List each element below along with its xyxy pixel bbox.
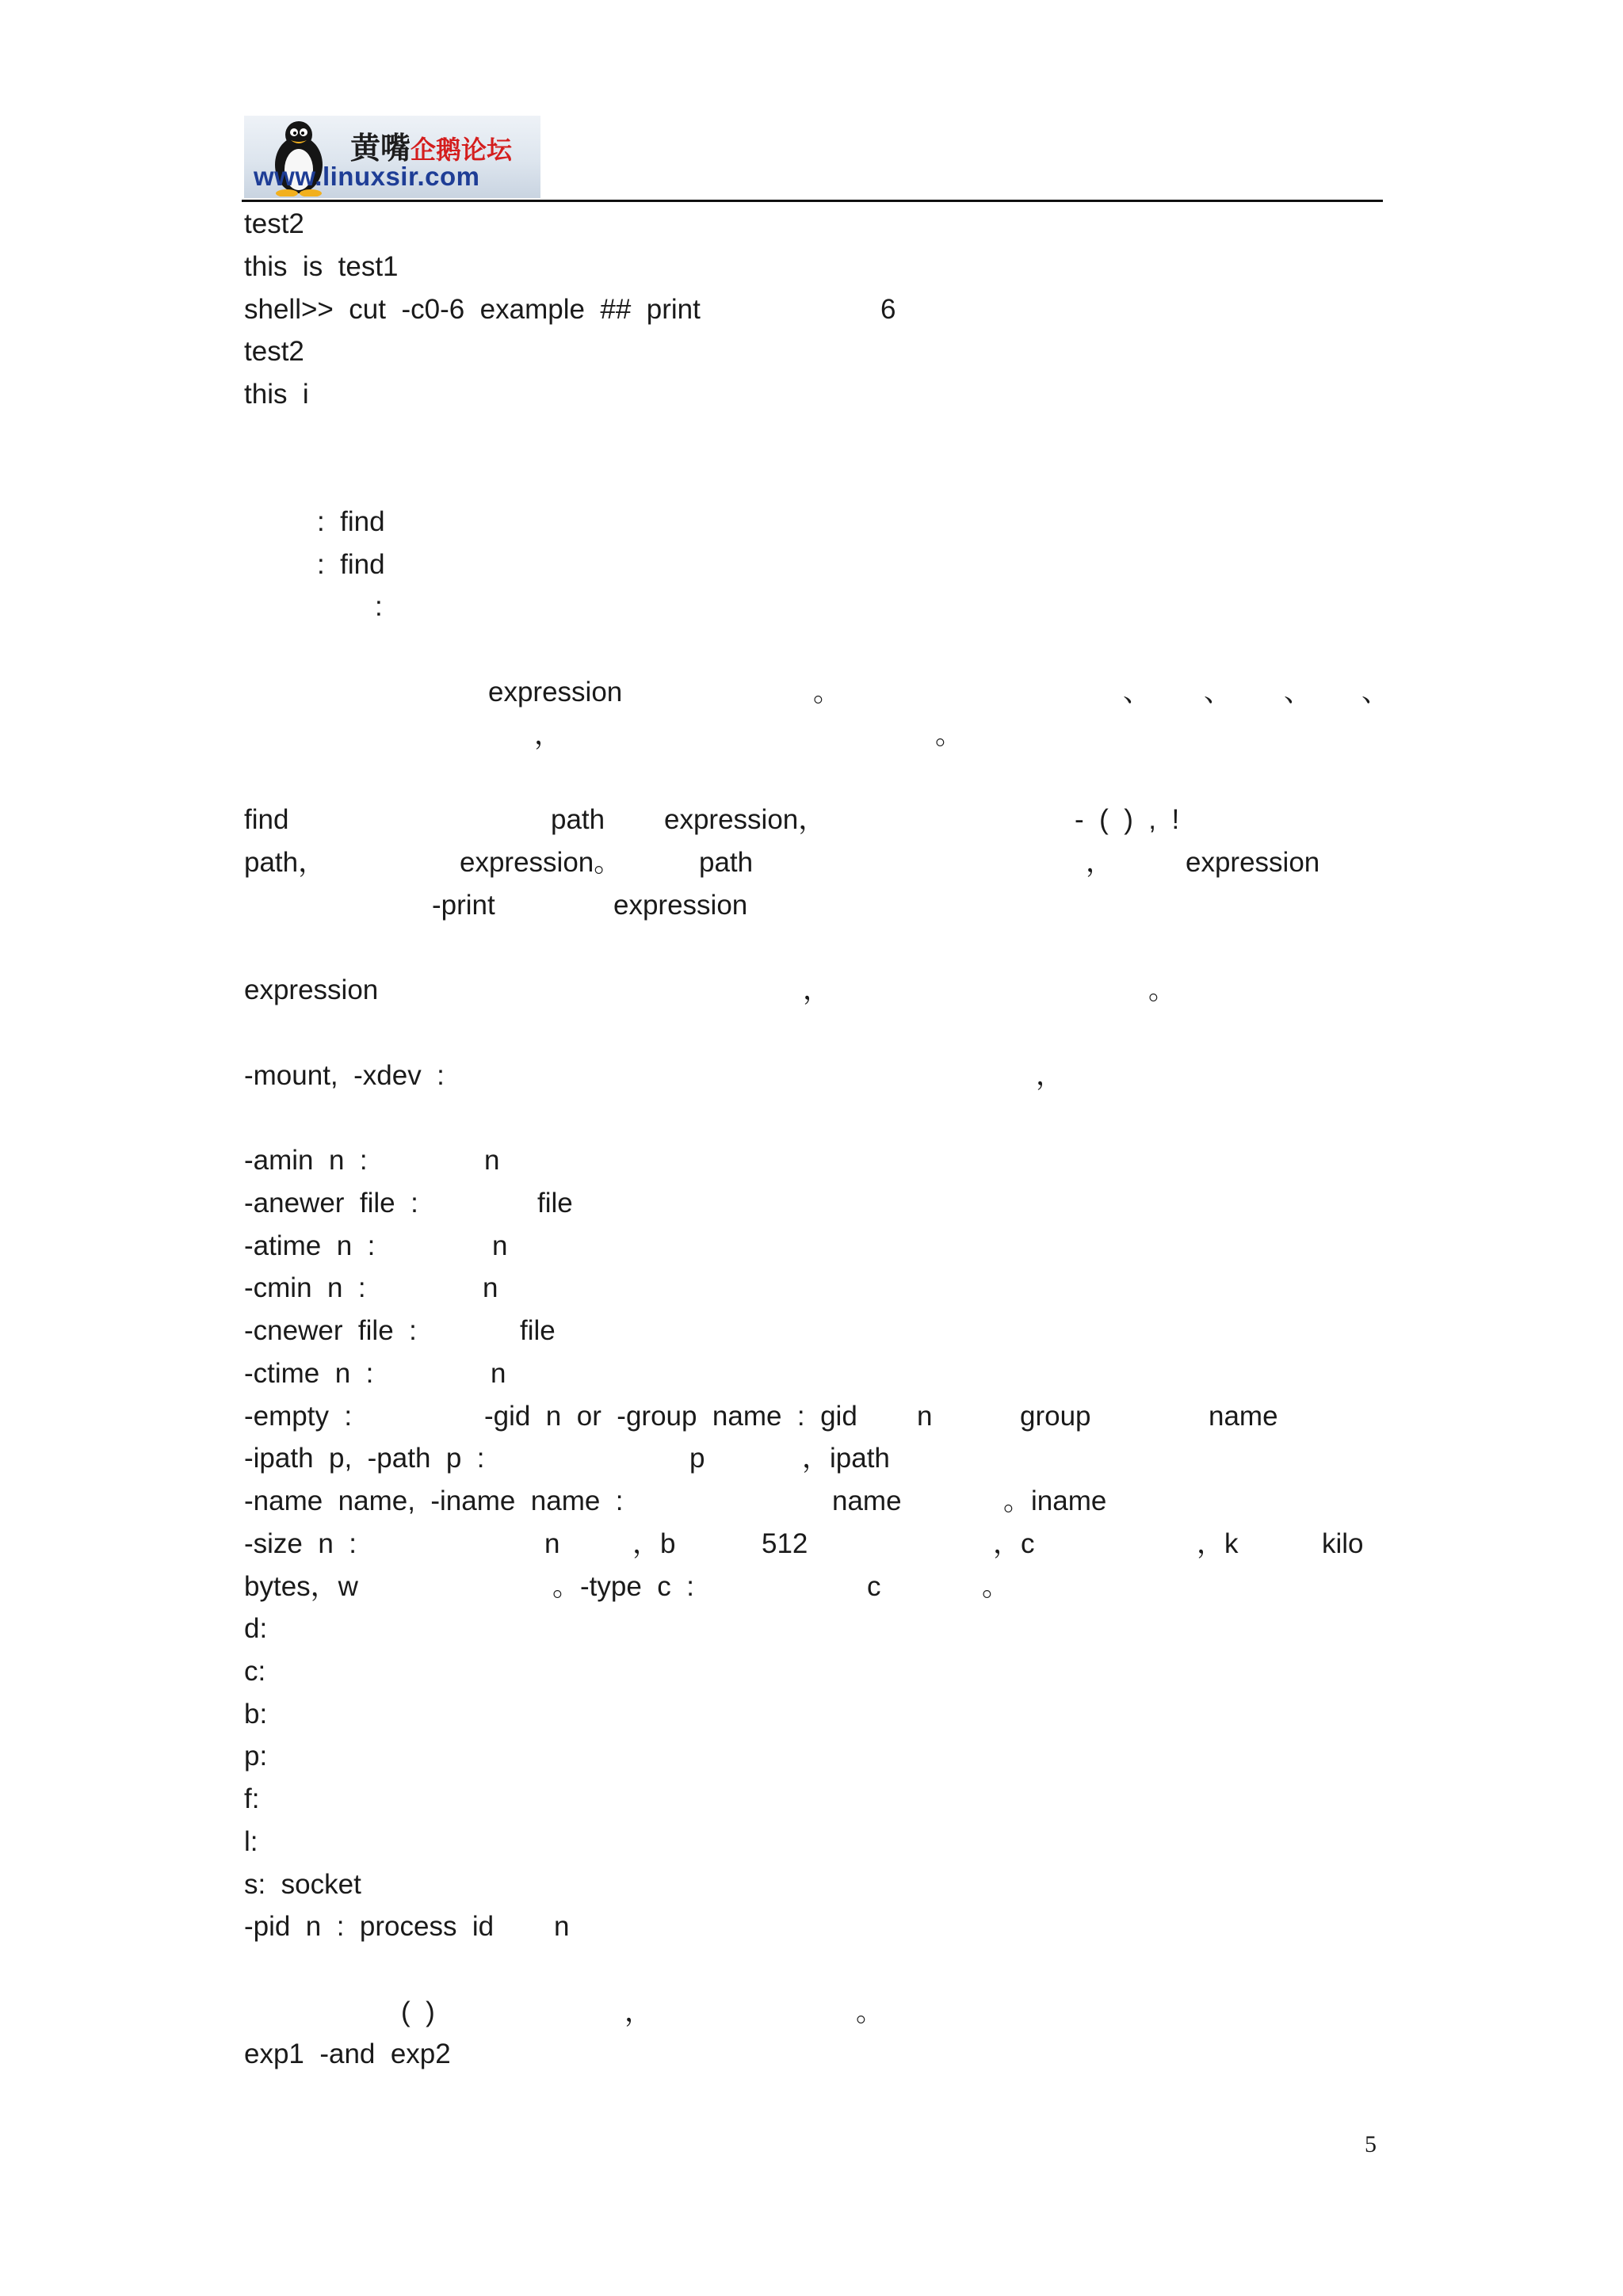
body-text: n <box>492 1230 508 1261</box>
body-text: ，k <box>1197 1528 1239 1559</box>
body-text: test2 <box>244 336 304 367</box>
body-text: -atime n : <box>244 1230 376 1261</box>
body-text: test2 <box>244 208 304 239</box>
body-text: f: <box>244 1783 260 1814</box>
body-text: ， <box>1086 847 1114 878</box>
body-text: d: <box>244 1613 268 1644</box>
body-text: b: <box>244 1699 268 1730</box>
body-text: name <box>832 1486 902 1516</box>
body-text: bytes，w <box>244 1571 358 1602</box>
logo-title <box>350 124 512 165</box>
body-text: n <box>917 1401 933 1432</box>
body-text: : find <box>317 506 385 537</box>
page-number: 5 <box>1365 2131 1377 2157</box>
body-text: 。-type c : <box>552 1571 694 1602</box>
body-text: -gid n or -group name : gid <box>484 1401 857 1432</box>
body-text: file <box>537 1188 573 1219</box>
logo-url: www.linuxsir.com <box>254 162 480 191</box>
body-text: path <box>551 804 605 835</box>
body-text: expression， <box>664 804 827 835</box>
body-text: ，ipath <box>802 1443 890 1474</box>
body-text: 、 <box>1123 677 1151 707</box>
body-text: path， <box>244 847 327 878</box>
body-text: 6 <box>880 294 896 325</box>
body-text: p <box>689 1443 705 1474</box>
body-text: 。 <box>935 719 964 750</box>
body-text: -cmin n : <box>244 1272 366 1303</box>
body-text: c: <box>244 1656 266 1687</box>
body-text: expression。 <box>460 847 622 878</box>
body-text: : <box>375 591 383 622</box>
body-text: 、 <box>1284 677 1312 707</box>
body-text: ，c <box>993 1528 1035 1559</box>
body-text: group <box>1020 1401 1091 1432</box>
body-text: 512 <box>762 1528 808 1559</box>
body-text: -pid n : process id <box>244 1911 495 1942</box>
body-text: file <box>520 1315 556 1346</box>
body-text: expression <box>613 890 748 921</box>
body-text: expression <box>1186 847 1320 878</box>
body-text: shell>> cut -c0-6 example ## print <box>244 294 701 325</box>
body-text: 。iname <box>1003 1486 1107 1516</box>
body-text: ，b <box>632 1528 676 1559</box>
body-text: 、 <box>1361 677 1390 707</box>
body-text: -size n : <box>244 1528 357 1559</box>
body-text: n <box>484 1145 500 1176</box>
body-text: -mount, -xdev : <box>244 1060 445 1091</box>
body-text: s: socket <box>244 1869 361 1900</box>
body-text: n <box>483 1272 498 1303</box>
logo-title-black: 黄嘴 <box>350 131 411 166</box>
body-text: 。 <box>982 1571 1010 1602</box>
body-text: -name name, -iname name : <box>244 1486 624 1516</box>
body-text: n <box>554 1911 570 1942</box>
body-text: find <box>244 804 289 835</box>
body-text: 。 <box>856 1997 884 2027</box>
body-text: c <box>867 1571 881 1602</box>
body-text: this is test1 <box>244 251 399 282</box>
body-text: expression <box>488 677 623 707</box>
body-text: 、 <box>1204 677 1232 707</box>
body-text: name <box>1209 1401 1278 1432</box>
body-text: 。 <box>813 677 842 707</box>
body-text: n <box>544 1528 560 1559</box>
body-text: l: <box>244 1826 258 1857</box>
header-divider <box>242 200 1383 202</box>
body-text: ， <box>624 1997 653 2027</box>
body-text: expression <box>244 974 379 1005</box>
body-text: -anewer file : <box>244 1188 418 1219</box>
body-text: ， <box>534 719 563 750</box>
body-text: this i <box>244 379 309 410</box>
forum-logo <box>244 116 540 198</box>
body-text: p: <box>244 1741 268 1772</box>
body-text: ( ) <box>401 1997 435 2027</box>
body-text: -ctime n : <box>244 1358 374 1389</box>
body-text: -ipath p, -path p : <box>244 1443 485 1474</box>
body-text: - ( ) , ! <box>1075 804 1180 835</box>
body-text: -cnewer file : <box>244 1315 417 1346</box>
body-text: -print <box>432 890 495 921</box>
body-text: : find <box>317 549 385 580</box>
logo-title-red: 企鹅论坛 <box>411 135 513 165</box>
body-text: n <box>491 1358 506 1389</box>
body-text: ， <box>803 974 831 1005</box>
body-text: exp1 -and exp2 <box>244 2039 451 2069</box>
body-text: -empty : <box>244 1401 353 1432</box>
body-text: ， <box>1036 1060 1064 1091</box>
body-text: -amin n : <box>244 1145 368 1176</box>
body-text: 。 <box>1148 974 1177 1005</box>
body-text: kilo <box>1322 1528 1364 1559</box>
body-text: path <box>699 847 754 878</box>
